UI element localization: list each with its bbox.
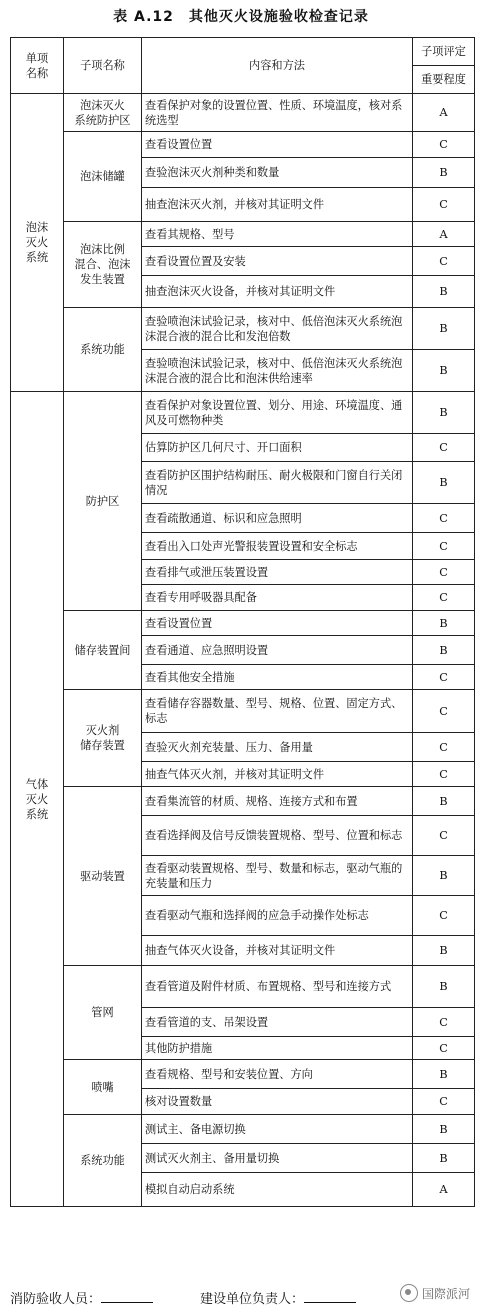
- importance-level-cell: C: [413, 1008, 475, 1037]
- subitem-name-cell: [64, 1115, 142, 1207]
- section-name: 泡沫 灭火 系统: [25, 221, 49, 264]
- content-method-cell: 查看储存容器数量、型号、规格、位置、固定方式、标志: [142, 690, 413, 733]
- importance-level-cell: A: [413, 94, 475, 132]
- header-level-top: 子项评定: [413, 38, 475, 66]
- importance-level-cell: A: [413, 1173, 475, 1207]
- importance-level-cell: B: [413, 1115, 475, 1144]
- content-method-cell: 模拟自动启动系统: [142, 1173, 413, 1207]
- table-row: [11, 222, 475, 247]
- table-row: [11, 308, 475, 350]
- subitem-name-cell: [64, 308, 142, 392]
- importance-level-cell: C: [413, 1089, 475, 1115]
- subitem-name: 防护区: [85, 494, 120, 508]
- subitem-name: 系统功能: [80, 343, 125, 356]
- content-method-cell: 查看保护对象设置位置、划分、用途、环境温度、通风及可燃物种类: [142, 392, 413, 434]
- content-method-cell: 查看通道、应急照明设置: [142, 636, 413, 665]
- importance-level-cell: B: [413, 611, 475, 636]
- importance-level-cell: C: [413, 1037, 475, 1060]
- subitem-name: 管网: [91, 1006, 114, 1019]
- importance-level-cell: B: [413, 636, 475, 665]
- subitem-name-cell: [64, 611, 142, 690]
- content-method-cell: 查看设置位置及安装: [142, 247, 413, 276]
- importance-level-cell: C: [413, 533, 475, 560]
- subitem-name-cell: [64, 966, 142, 1060]
- importance-level-cell: C: [413, 733, 475, 762]
- content-method-cell: 查看设置位置: [142, 132, 413, 158]
- importance-level-cell: C: [413, 434, 475, 462]
- content-method-cell: 查验喷泡沫试验记录，核对中、低倍泡沫灭火系统泡沫混合液的混合比和泡沫供给速率: [142, 350, 413, 392]
- subitem-name: 驱动装置: [80, 869, 125, 883]
- importance-level-cell: A: [413, 222, 475, 247]
- table-row: [11, 94, 475, 132]
- table-row: [11, 1115, 475, 1144]
- subitem-name: 泡沫比例 混合、泡沫 发生装置: [74, 243, 131, 286]
- subitem-name-cell: [64, 94, 142, 132]
- footer: [0, 1282, 482, 1312]
- importance-level-cell: B: [413, 308, 475, 350]
- section-name: 气体 灭火 系统: [25, 777, 49, 821]
- content-method-cell: 查看专用呼吸器具配备: [142, 585, 413, 611]
- section-name-cell: [11, 94, 64, 392]
- content-method-cell: 其他防护措施: [142, 1037, 413, 1060]
- content-method-cell: 查看管道及附件材质、布置规格、型号和连接方式: [142, 966, 413, 1008]
- importance-level-cell: B: [413, 787, 475, 816]
- importance-level-cell: B: [413, 392, 475, 434]
- content-method-cell: 查看疏散通道、标识和应急照明: [142, 504, 413, 533]
- importance-level-cell: B: [413, 1144, 475, 1173]
- header-subitem: 子项名称: [64, 38, 142, 94]
- content-method-cell: 抽查泡沫灭火剂，并核对其证明文件: [142, 188, 413, 222]
- content-method-cell: 查看规格、型号和安装位置、方向: [142, 1060, 413, 1089]
- subitem-name: 灭火剂 储存装置: [80, 724, 125, 752]
- content-method-cell: 查看设置位置: [142, 611, 413, 636]
- content-method-cell: 查看出入口处声光警报装置设置和安全标志: [142, 533, 413, 560]
- inspector-signature: [10, 1288, 153, 1307]
- content-method-cell: 抽查气体灭火设备，并核对其证明文件: [142, 936, 413, 966]
- subitem-name-cell: [64, 222, 142, 308]
- importance-level-cell: B: [413, 350, 475, 392]
- content-method-cell: 查验喷泡沫试验记录，核对中、低倍泡沫灭火系统泡沫混合液的混合比和发泡倍数: [142, 308, 413, 350]
- subitem-name-cell: [64, 132, 142, 222]
- content-method-cell: 查验泡沫灭火剂种类和数量: [142, 158, 413, 188]
- importance-level-cell: B: [413, 462, 475, 504]
- inspector-blank: [101, 1290, 153, 1303]
- content-method-cell: 抽查气体灭火剂，并核对其证明文件: [142, 762, 413, 787]
- content-method-cell: 查看保护对象的设置位置、性质、环境温度，核对系统选型: [142, 94, 413, 132]
- owner-label: 建设单位负责人：: [200, 1292, 305, 1307]
- wechat-icon: [400, 1284, 418, 1302]
- table-row: [11, 1060, 475, 1089]
- content-method-cell: 查看管道的支、吊架设置: [142, 1008, 413, 1037]
- header-unit: 单项 名称: [11, 38, 64, 94]
- importance-level-cell: B: [413, 158, 475, 188]
- content-method-cell: 查看排气或泄压装置设置: [142, 560, 413, 585]
- content-method-cell: 核对设置数量: [142, 1089, 413, 1115]
- content-method-cell: 抽查泡沫灭火设备，并核对其证明文件: [142, 276, 413, 308]
- table-row: [11, 966, 475, 1008]
- importance-level-cell: C: [413, 896, 475, 936]
- table-row: [11, 611, 475, 636]
- table-body: [11, 94, 475, 1207]
- subitem-name: 泡沫灭火 系统防护区: [74, 98, 131, 127]
- section-name-cell: [11, 392, 64, 1207]
- content-method-cell: 测试主、备电源切换: [142, 1115, 413, 1144]
- table-row: [11, 787, 475, 816]
- header-row-1: [11, 38, 475, 66]
- importance-level-cell: C: [413, 504, 475, 533]
- watermark-text: 国際派河: [421, 1286, 470, 1301]
- watermark: [400, 1284, 470, 1302]
- subitem-name-cell: [64, 1060, 142, 1115]
- importance-level-cell: C: [413, 816, 475, 856]
- content-method-cell: 查看其规格、型号: [142, 222, 413, 247]
- importance-level-cell: B: [413, 276, 475, 308]
- subitem-name-cell: [64, 787, 142, 966]
- content-method-cell: 测试灭火剂主、备用量切换: [142, 1144, 413, 1173]
- subitem-name: 储存装置间: [74, 643, 131, 657]
- subitem-name: 喷嘴: [91, 1080, 114, 1094]
- content-method-cell: 查看选择阀及信号反馈装置规格、型号、位置和标志: [142, 816, 413, 856]
- content-method-cell: 估算防护区几何尺寸、开口面积: [142, 434, 413, 462]
- inspector-label: 消防验收人员：: [10, 1292, 102, 1307]
- importance-level-cell: B: [413, 966, 475, 1008]
- table-row: [11, 690, 475, 733]
- subitem-name: 泡沫储罐: [80, 170, 125, 183]
- importance-level-cell: C: [413, 132, 475, 158]
- importance-level-cell: C: [413, 585, 475, 611]
- inspection-record-table: [10, 37, 475, 1207]
- content-method-cell: 查看驱动装置规格、型号、数量和标志，驱动气瓶的充装量和压力: [142, 856, 413, 896]
- subitem-name: 系统功能: [80, 1154, 125, 1167]
- content-method-cell: 查看集流管的材质、规格、连接方式和布置: [142, 787, 413, 816]
- page-title: 表 A.12 其他灭火设施验收检查记录: [113, 9, 369, 25]
- importance-level-cell: C: [413, 247, 475, 276]
- content-method-cell: 查看其他安全措施: [142, 665, 413, 690]
- owner-signature: [200, 1288, 356, 1307]
- importance-level-cell: B: [413, 936, 475, 966]
- table-row: [11, 392, 475, 434]
- importance-level-cell: B: [413, 856, 475, 896]
- table-row: [11, 132, 475, 158]
- importance-level-cell: C: [413, 665, 475, 690]
- importance-level-cell: C: [413, 690, 475, 733]
- importance-level-cell: C: [413, 188, 475, 222]
- header-content: 内容和方法: [142, 38, 413, 94]
- importance-level-cell: B: [413, 1060, 475, 1089]
- importance-level-cell: C: [413, 762, 475, 787]
- content-method-cell: 查看驱动气瓶和选择阀的应急手动操作处标志: [142, 896, 413, 936]
- header-level-bottom: 重要程度: [413, 66, 475, 94]
- subitem-name-cell: [64, 392, 142, 611]
- subitem-name-cell: [64, 690, 142, 787]
- owner-blank: [304, 1290, 356, 1303]
- content-method-cell: 查看防护区围护结构耐压、耐火极限和门窗自行关闭情况: [142, 462, 413, 504]
- importance-level-cell: C: [413, 560, 475, 585]
- content-method-cell: 查验灭火剂充装量、压力、备用量: [142, 733, 413, 762]
